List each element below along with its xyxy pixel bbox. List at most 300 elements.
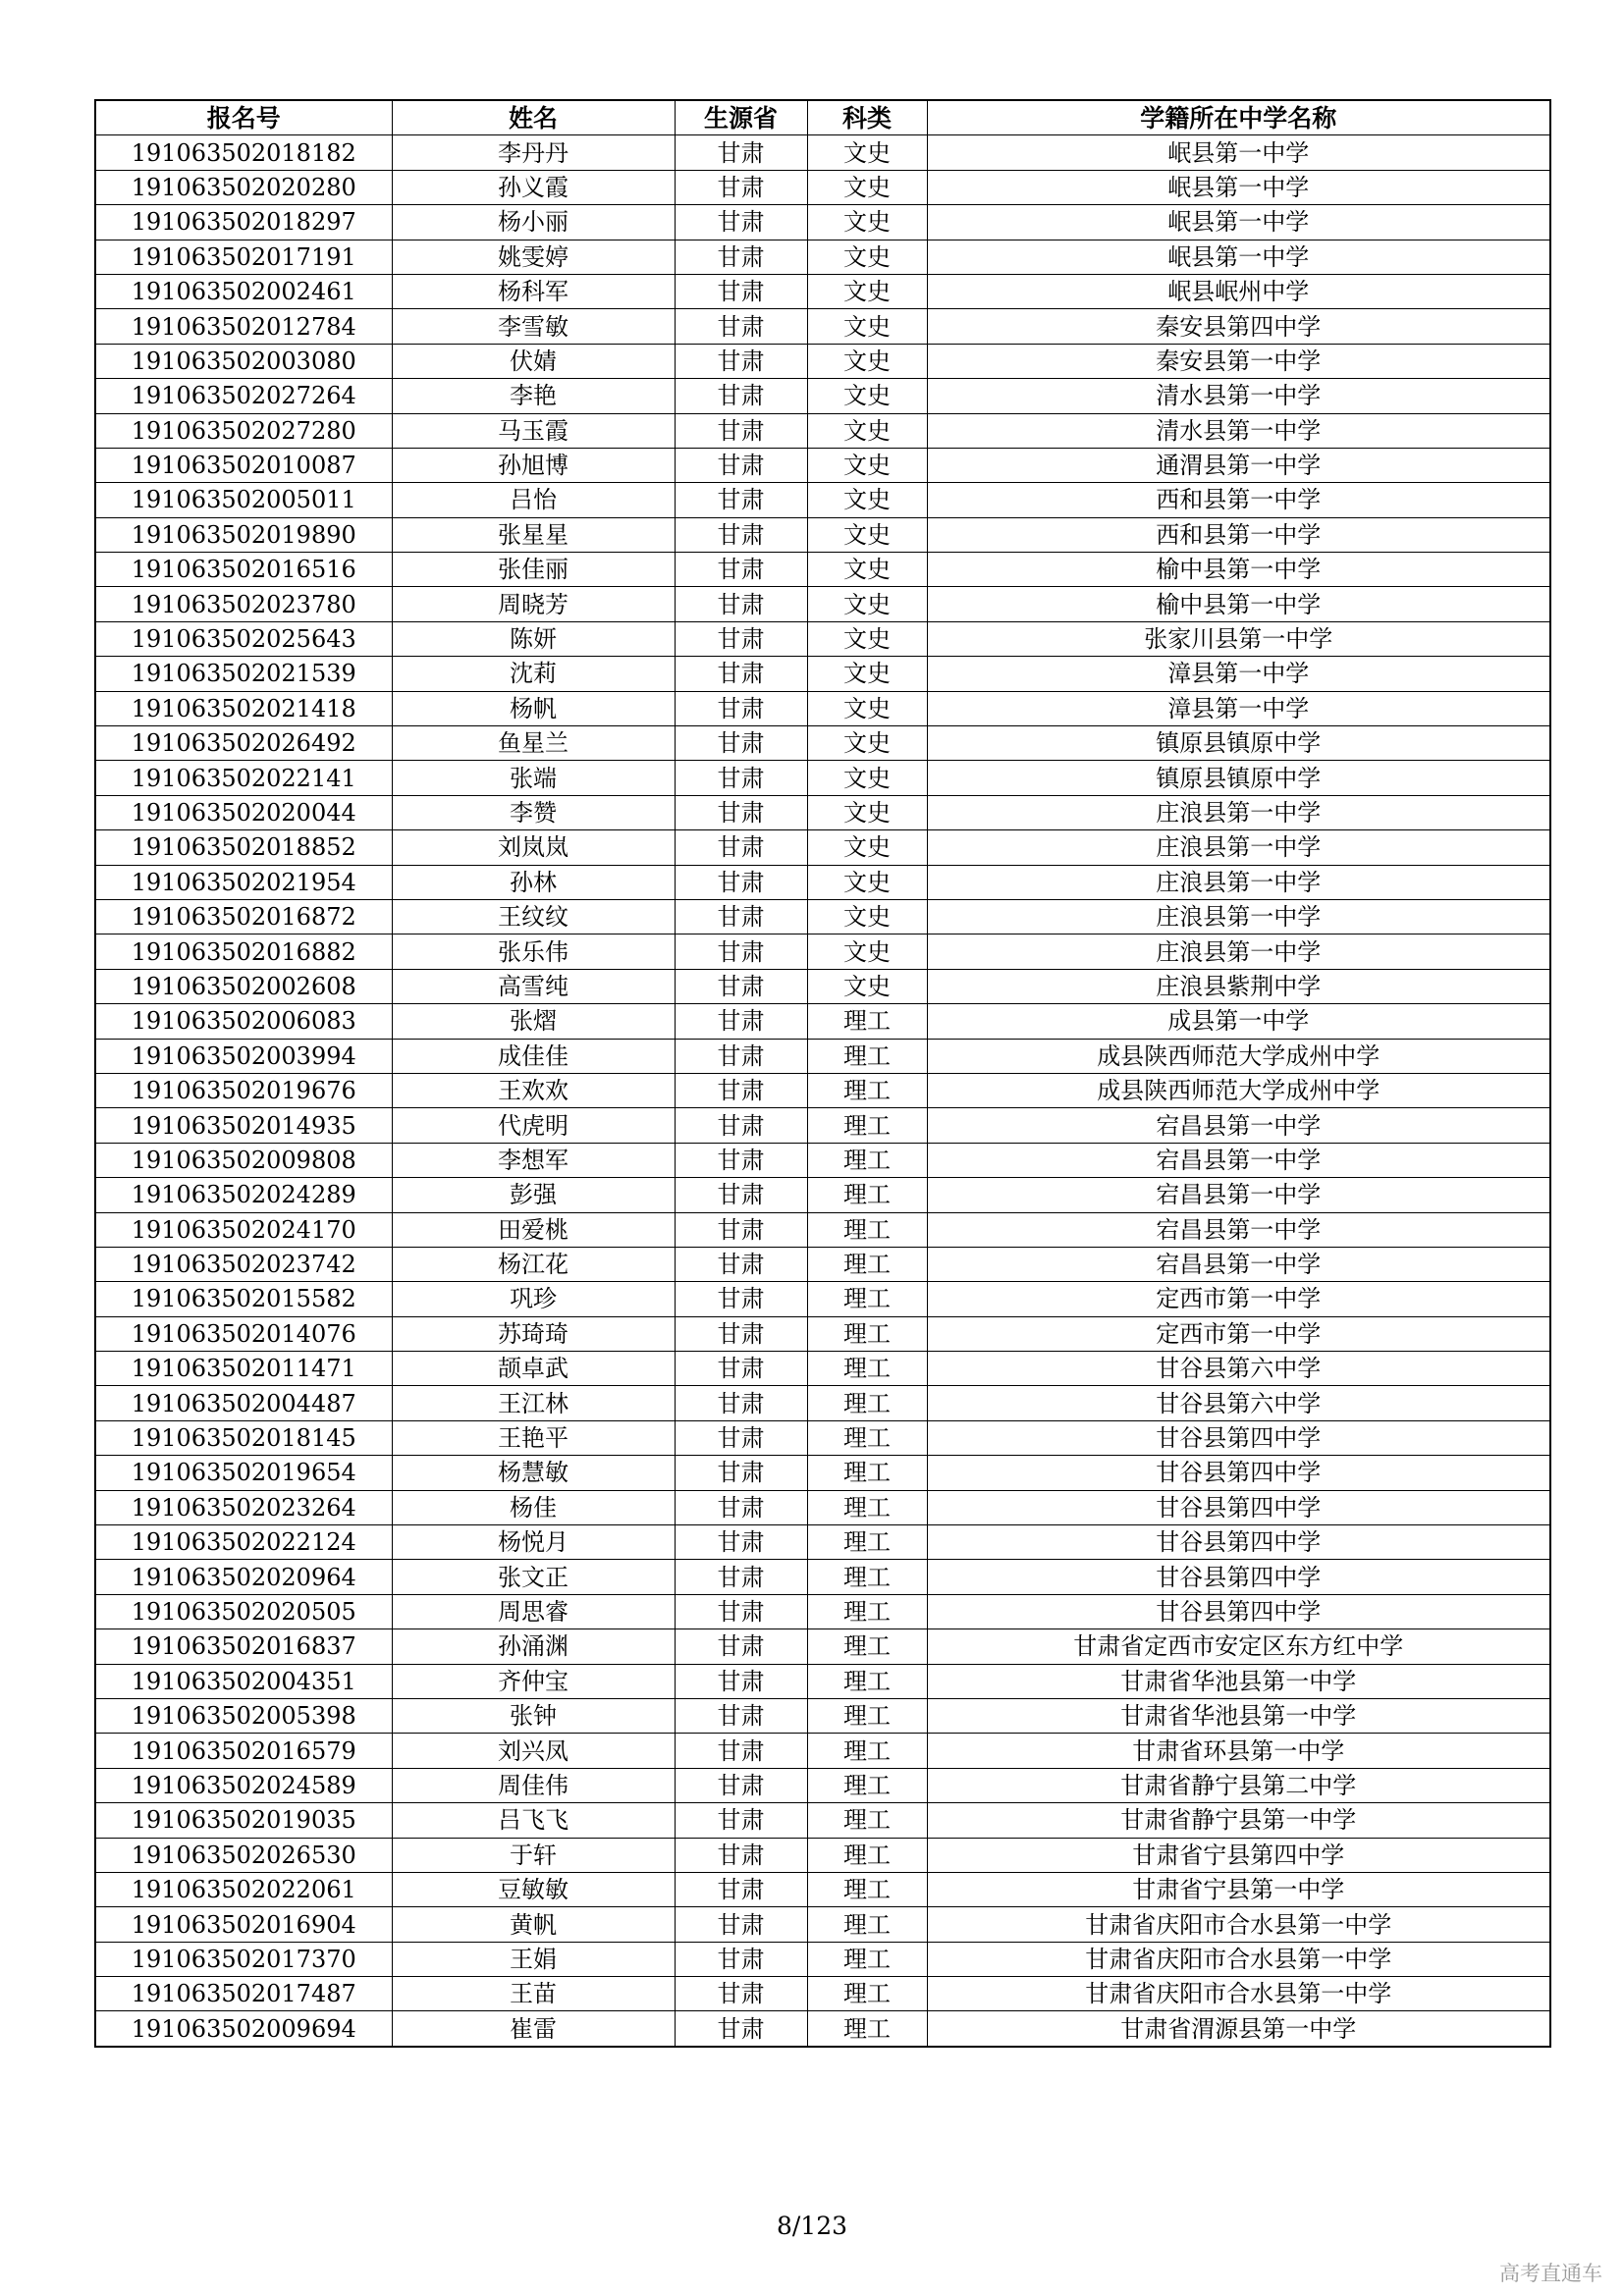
school-name-cell: 庄浪县第一中学 — [927, 899, 1550, 934]
table-row — [95, 1108, 1550, 1143]
name-cell: 杨江花 — [392, 1247, 675, 1281]
table-row — [95, 865, 1550, 899]
registration-number-cell: 191063502019654 — [95, 1456, 392, 1490]
name-cell: 刘岚岚 — [392, 830, 675, 865]
name-cell: 杨佳 — [392, 1490, 675, 1524]
subject-category-cell: 理工 — [807, 1698, 927, 1733]
province-cell: 甘肃 — [675, 517, 807, 552]
registration-number-cell: 191063502021954 — [95, 865, 392, 899]
name-cell: 姚雯婷 — [392, 240, 675, 274]
registration-number-cell: 191063502018145 — [95, 1420, 392, 1455]
table-row — [95, 344, 1550, 378]
name-cell: 周佳伟 — [392, 1768, 675, 1802]
name-cell: 马玉霞 — [392, 413, 675, 448]
province-cell: 甘肃 — [675, 1247, 807, 1281]
table-row — [95, 1838, 1550, 1872]
subject-category-cell: 文史 — [807, 448, 927, 482]
name-cell: 豆敏敏 — [392, 1872, 675, 1906]
name-cell: 张星星 — [392, 517, 675, 552]
subject-category-cell: 理工 — [807, 1629, 927, 1664]
registration-number-cell: 191063502019676 — [95, 1073, 392, 1107]
registration-number-cell: 191063502026492 — [95, 726, 392, 761]
watermark: 高考直通车 — [1499, 2262, 1602, 2285]
table-row — [95, 1525, 1550, 1560]
registration-number-cell: 191063502014935 — [95, 1108, 392, 1143]
table-row — [95, 691, 1550, 725]
school-name-cell: 甘谷县第四中学 — [927, 1420, 1550, 1455]
province-cell: 甘肃 — [675, 587, 807, 621]
registration-number-cell: 191063502016579 — [95, 1734, 392, 1768]
school-name-cell: 甘肃省定西市安定区东方红中学 — [927, 1629, 1550, 1664]
name-cell: 崔雷 — [392, 2011, 675, 2047]
table-row — [95, 1768, 1550, 1802]
subject-category-cell: 理工 — [807, 1108, 927, 1143]
registration-number-cell: 191063502019890 — [95, 517, 392, 552]
school-name-cell: 甘肃省华池县第一中学 — [927, 1664, 1550, 1698]
registration-number-cell: 191063502018182 — [95, 135, 392, 170]
school-name-cell: 庄浪县第一中学 — [927, 795, 1550, 829]
province-cell: 甘肃 — [675, 899, 807, 934]
subject-category-cell: 理工 — [807, 1352, 927, 1386]
school-name-cell: 岷县第一中学 — [927, 205, 1550, 240]
subject-category-cell: 理工 — [807, 1768, 927, 1802]
name-cell: 杨慧敏 — [392, 1456, 675, 1490]
school-name-cell: 漳县第一中学 — [927, 657, 1550, 691]
registration-number-cell: 191063502006083 — [95, 1004, 392, 1039]
school-name-cell: 镇原县镇原中学 — [927, 761, 1550, 795]
province-cell: 甘肃 — [675, 934, 807, 969]
registration-number-cell: 191063502005011 — [95, 483, 392, 517]
registration-number-cell: 191063502017370 — [95, 1942, 392, 1976]
province-cell: 甘肃 — [675, 726, 807, 761]
table-row — [95, 934, 1550, 969]
subject-category-cell: 理工 — [807, 1977, 927, 2011]
table-row — [95, 1942, 1550, 1976]
table-row — [95, 1560, 1550, 1594]
province-cell: 甘肃 — [675, 1942, 807, 1976]
registration-number-cell: 191063502012784 — [95, 309, 392, 344]
province-cell: 甘肃 — [675, 2011, 807, 2047]
school-name-cell: 宕昌县第一中学 — [927, 1108, 1550, 1143]
name-cell: 彭强 — [392, 1178, 675, 1212]
registration-number-cell: 191063502018852 — [95, 830, 392, 865]
table-row — [95, 1456, 1550, 1490]
table-row — [95, 274, 1550, 308]
school-name-cell: 岷县第一中学 — [927, 135, 1550, 170]
province-cell: 甘肃 — [675, 1352, 807, 1386]
name-cell: 王娟 — [392, 1942, 675, 1976]
name-cell: 王江林 — [392, 1386, 675, 1420]
name-cell: 沈莉 — [392, 657, 675, 691]
table-row — [95, 1004, 1550, 1039]
name-cell: 杨帆 — [392, 691, 675, 725]
registration-number-cell: 191063502020505 — [95, 1594, 392, 1629]
subject-category-cell: 文史 — [807, 726, 927, 761]
name-cell: 杨小丽 — [392, 205, 675, 240]
table-row — [95, 1143, 1550, 1177]
subject-category-cell: 文史 — [807, 413, 927, 448]
school-name-cell: 宕昌县第一中学 — [927, 1212, 1550, 1247]
name-cell: 张端 — [392, 761, 675, 795]
registration-number-cell: 191063502027264 — [95, 379, 392, 413]
registration-number-cell: 191063502024289 — [95, 1178, 392, 1212]
subject-category-cell: 理工 — [807, 1594, 927, 1629]
name-cell: 孙义霞 — [392, 170, 675, 204]
registration-number-cell: 191063502025643 — [95, 621, 392, 656]
school-name-cell: 清水县第一中学 — [927, 379, 1550, 413]
school-name-cell: 成县陕西师范大学成州中学 — [927, 1039, 1550, 1073]
subject-category-cell: 文史 — [807, 969, 927, 1003]
name-cell: 张乐伟 — [392, 934, 675, 969]
name-cell: 李雪敏 — [392, 309, 675, 344]
school-name-cell: 甘肃省宁县第四中学 — [927, 1838, 1550, 1872]
table-row — [95, 1352, 1550, 1386]
subject-category-cell: 文史 — [807, 795, 927, 829]
subject-category-cell: 文史 — [807, 587, 927, 621]
school-name-cell: 甘谷县第四中学 — [927, 1560, 1550, 1594]
name-cell: 于轩 — [392, 1838, 675, 1872]
province-cell: 甘肃 — [675, 1594, 807, 1629]
registration-number-cell: 191063502011471 — [95, 1352, 392, 1386]
province-cell: 甘肃 — [675, 1560, 807, 1594]
table-row — [95, 1977, 1550, 2011]
name-cell: 李赞 — [392, 795, 675, 829]
province-cell: 甘肃 — [675, 1698, 807, 1733]
school-name-cell: 甘肃省庆阳市合水县第一中学 — [927, 1942, 1550, 1976]
province-cell: 甘肃 — [675, 1664, 807, 1698]
table-row — [95, 621, 1550, 656]
school-name-cell: 秦安县第四中学 — [927, 309, 1550, 344]
name-cell: 刘兴凤 — [392, 1734, 675, 1768]
school-name-cell: 甘肃省庆阳市合水县第一中学 — [927, 1907, 1550, 1942]
province-cell: 甘肃 — [675, 170, 807, 204]
subject-category-cell: 理工 — [807, 1560, 927, 1594]
table-row — [95, 1490, 1550, 1524]
table-row — [95, 1039, 1550, 1073]
registration-number-cell: 191063502016872 — [95, 899, 392, 934]
school-name-cell: 甘谷县第四中学 — [927, 1490, 1550, 1524]
name-cell: 张钟 — [392, 1698, 675, 1733]
table-row — [95, 1594, 1550, 1629]
name-cell: 周晓芳 — [392, 587, 675, 621]
name-cell: 代虎明 — [392, 1108, 675, 1143]
page-number: 8/123 — [776, 2212, 848, 2240]
registration-number-cell: 191063502016516 — [95, 553, 392, 587]
registration-number-cell: 191063502002608 — [95, 969, 392, 1003]
subject-category-cell: 理工 — [807, 1039, 927, 1073]
table-row — [95, 413, 1550, 448]
subject-category-cell: 文史 — [807, 135, 927, 170]
subject-category-cell: 文史 — [807, 240, 927, 274]
province-cell: 甘肃 — [675, 1282, 807, 1316]
name-cell: 巩珍 — [392, 1282, 675, 1316]
school-name-cell: 庄浪县第一中学 — [927, 934, 1550, 969]
subject-category-cell: 理工 — [807, 1734, 927, 1768]
table-row — [95, 135, 1550, 170]
subject-category-cell: 理工 — [807, 1490, 927, 1524]
school-name-cell: 甘肃省静宁县第二中学 — [927, 1768, 1550, 1802]
name-cell: 张熠 — [392, 1004, 675, 1039]
table-row — [95, 1872, 1550, 1906]
province-cell: 甘肃 — [675, 1143, 807, 1177]
header-subject-category: 科类 — [807, 100, 927, 135]
registration-number-cell: 191063502026530 — [95, 1838, 392, 1872]
registration-number-cell: 191063502022124 — [95, 1525, 392, 1560]
province-cell: 甘肃 — [675, 379, 807, 413]
name-cell: 李想军 — [392, 1143, 675, 1177]
subject-category-cell: 文史 — [807, 274, 927, 308]
name-cell: 李丹丹 — [392, 135, 675, 170]
registration-number-cell: 191063502020964 — [95, 1560, 392, 1594]
subject-category-cell: 理工 — [807, 1247, 927, 1281]
name-cell: 成佳佳 — [392, 1039, 675, 1073]
subject-category-cell: 文史 — [807, 344, 927, 378]
subject-category-cell: 文史 — [807, 309, 927, 344]
name-cell: 张佳丽 — [392, 553, 675, 587]
table-row — [95, 2011, 1550, 2047]
name-cell: 杨科军 — [392, 274, 675, 308]
registration-number-cell: 191063502016882 — [95, 934, 392, 969]
school-name-cell: 通渭县第一中学 — [927, 448, 1550, 482]
subject-category-cell: 文史 — [807, 483, 927, 517]
subject-category-cell: 文史 — [807, 830, 927, 865]
registration-number-cell: 191063502021418 — [95, 691, 392, 725]
province-cell: 甘肃 — [675, 1629, 807, 1664]
subject-category-cell: 理工 — [807, 1178, 927, 1212]
province-cell: 甘肃 — [675, 1490, 807, 1524]
registration-number-cell: 191063502010087 — [95, 448, 392, 482]
table-row — [95, 1698, 1550, 1733]
registration-number-cell: 191063502019035 — [95, 1803, 392, 1838]
school-name-cell: 庄浪县第一中学 — [927, 830, 1550, 865]
registration-number-cell: 191063502004487 — [95, 1386, 392, 1420]
name-cell: 孙旭博 — [392, 448, 675, 482]
subject-category-cell: 文史 — [807, 621, 927, 656]
header-school-name: 学籍所在中学名称 — [927, 100, 1550, 135]
subject-category-cell: 文史 — [807, 379, 927, 413]
name-cell: 王苗 — [392, 1977, 675, 2011]
subject-category-cell: 文史 — [807, 691, 927, 725]
registration-number-cell: 191063502014076 — [95, 1316, 392, 1351]
subject-category-cell: 理工 — [807, 2011, 927, 2047]
subject-category-cell: 文史 — [807, 865, 927, 899]
name-cell: 周思睿 — [392, 1594, 675, 1629]
name-cell: 齐仲宝 — [392, 1664, 675, 1698]
school-name-cell: 宕昌县第一中学 — [927, 1143, 1550, 1177]
province-cell: 甘肃 — [675, 621, 807, 656]
header-registration-number: 报名号 — [95, 100, 392, 135]
school-name-cell: 宕昌县第一中学 — [927, 1178, 1550, 1212]
school-name-cell: 甘肃省庆阳市合水县第一中学 — [927, 1977, 1550, 2011]
school-name-cell: 庄浪县第一中学 — [927, 865, 1550, 899]
subject-category-cell: 理工 — [807, 1907, 927, 1942]
subject-category-cell: 文史 — [807, 170, 927, 204]
table-row — [95, 1629, 1550, 1664]
name-cell: 高雪纯 — [392, 969, 675, 1003]
name-cell: 伏婧 — [392, 344, 675, 378]
province-cell: 甘肃 — [675, 1004, 807, 1039]
table-row — [95, 795, 1550, 829]
table-row — [95, 1247, 1550, 1281]
school-name-cell: 秦安县第一中学 — [927, 344, 1550, 378]
registration-number-cell: 191063502021539 — [95, 657, 392, 691]
name-cell: 颉卓武 — [392, 1352, 675, 1386]
registration-number-cell: 191063502024589 — [95, 1768, 392, 1802]
table-row — [95, 899, 1550, 934]
school-name-cell: 庄浪县紫荆中学 — [927, 969, 1550, 1003]
school-name-cell: 定西市第一中学 — [927, 1282, 1550, 1316]
school-name-cell: 甘肃省宁县第一中学 — [927, 1872, 1550, 1906]
school-name-cell: 甘谷县第六中学 — [927, 1352, 1550, 1386]
name-cell: 鱼星兰 — [392, 726, 675, 761]
table-row — [95, 1386, 1550, 1420]
province-cell: 甘肃 — [675, 1977, 807, 2011]
province-cell: 甘肃 — [675, 240, 807, 274]
header-name: 姓名 — [392, 100, 675, 135]
province-cell: 甘肃 — [675, 1907, 807, 1942]
name-cell: 王艳平 — [392, 1420, 675, 1455]
table-row — [95, 240, 1550, 274]
province-cell: 甘肃 — [675, 205, 807, 240]
province-cell: 甘肃 — [675, 865, 807, 899]
registration-number-cell: 191063502023264 — [95, 1490, 392, 1524]
province-cell: 甘肃 — [675, 413, 807, 448]
subject-category-cell: 理工 — [807, 1942, 927, 1976]
province-cell: 甘肃 — [675, 135, 807, 170]
province-cell: 甘肃 — [675, 1525, 807, 1560]
table-row — [95, 1178, 1550, 1212]
table-row — [95, 969, 1550, 1003]
table-row — [95, 830, 1550, 865]
registration-number-cell: 191063502027280 — [95, 413, 392, 448]
subject-category-cell: 文史 — [807, 761, 927, 795]
school-name-cell: 岷县第一中学 — [927, 240, 1550, 274]
subject-category-cell: 文史 — [807, 934, 927, 969]
registration-number-cell: 191063502009808 — [95, 1143, 392, 1177]
subject-category-cell: 理工 — [807, 1386, 927, 1420]
subject-category-cell: 理工 — [807, 1073, 927, 1107]
province-cell: 甘肃 — [675, 553, 807, 587]
table-row — [95, 1316, 1550, 1351]
registration-number-cell: 191063502023742 — [95, 1247, 392, 1281]
registration-number-cell: 191063502002461 — [95, 274, 392, 308]
province-cell: 甘肃 — [675, 1073, 807, 1107]
table-row — [95, 726, 1550, 761]
registration-number-cell: 191063502017191 — [95, 240, 392, 274]
school-name-cell: 张家川县第一中学 — [927, 621, 1550, 656]
table-row — [95, 587, 1550, 621]
name-cell: 苏琦琦 — [392, 1316, 675, 1351]
name-cell: 陈妍 — [392, 621, 675, 656]
school-name-cell: 榆中县第一中学 — [927, 553, 1550, 587]
table-row — [95, 1907, 1550, 1942]
province-cell: 甘肃 — [675, 483, 807, 517]
province-cell: 甘肃 — [675, 795, 807, 829]
province-cell: 甘肃 — [675, 1803, 807, 1838]
name-cell: 孙涌渊 — [392, 1629, 675, 1664]
subject-category-cell: 理工 — [807, 1282, 927, 1316]
school-name-cell: 成县第一中学 — [927, 1004, 1550, 1039]
subject-category-cell: 文史 — [807, 899, 927, 934]
table-row — [95, 553, 1550, 587]
registration-number-cell: 191063502020044 — [95, 795, 392, 829]
province-cell: 甘肃 — [675, 1212, 807, 1247]
table-body — [95, 135, 1550, 2047]
registration-number-cell: 191063502016904 — [95, 1907, 392, 1942]
table-row — [95, 309, 1550, 344]
school-name-cell: 西和县第一中学 — [927, 483, 1550, 517]
province-cell: 甘肃 — [675, 1872, 807, 1906]
province-cell: 甘肃 — [675, 1456, 807, 1490]
school-name-cell: 西和县第一中学 — [927, 517, 1550, 552]
province-cell: 甘肃 — [675, 448, 807, 482]
table-row — [95, 483, 1550, 517]
table-row — [95, 205, 1550, 240]
registration-number-cell: 191063502004351 — [95, 1664, 392, 1698]
school-name-cell: 甘谷县第四中学 — [927, 1594, 1550, 1629]
registration-number-cell: 191063502003080 — [95, 344, 392, 378]
province-cell: 甘肃 — [675, 1039, 807, 1073]
name-cell: 孙林 — [392, 865, 675, 899]
school-name-cell: 定西市第一中学 — [927, 1316, 1550, 1351]
subject-category-cell: 理工 — [807, 1420, 927, 1455]
table-row — [95, 1420, 1550, 1455]
subject-category-cell: 理工 — [807, 1456, 927, 1490]
province-cell: 甘肃 — [675, 1838, 807, 1872]
province-cell: 甘肃 — [675, 1386, 807, 1420]
subject-category-cell: 文史 — [807, 553, 927, 587]
name-cell: 黄帆 — [392, 1907, 675, 1942]
province-cell: 甘肃 — [675, 691, 807, 725]
school-name-cell: 甘肃省静宁县第一中学 — [927, 1803, 1550, 1838]
registration-number-cell: 191063502016837 — [95, 1629, 392, 1664]
name-cell: 王欢欢 — [392, 1073, 675, 1107]
registration-number-cell: 191063502003994 — [95, 1039, 392, 1073]
subject-category-cell: 理工 — [807, 1004, 927, 1039]
school-name-cell: 甘谷县第六中学 — [927, 1386, 1550, 1420]
subject-category-cell: 理工 — [807, 1143, 927, 1177]
name-cell: 王纹纹 — [392, 899, 675, 934]
subject-category-cell: 理工 — [807, 1525, 927, 1560]
table-row — [95, 517, 1550, 552]
name-cell: 田爱桃 — [392, 1212, 675, 1247]
registration-number-cell: 191063502017487 — [95, 1977, 392, 2011]
subject-category-cell: 理工 — [807, 1803, 927, 1838]
subject-category-cell: 文史 — [807, 657, 927, 691]
school-name-cell: 成县陕西师范大学成州中学 — [927, 1073, 1550, 1107]
registration-number-cell: 191063502022141 — [95, 761, 392, 795]
province-cell: 甘肃 — [675, 1420, 807, 1455]
school-name-cell: 甘肃省华池县第一中学 — [927, 1698, 1550, 1733]
table-row — [95, 761, 1550, 795]
table-row — [95, 1212, 1550, 1247]
registration-number-cell: 191063502009694 — [95, 2011, 392, 2047]
province-cell: 甘肃 — [675, 761, 807, 795]
province-cell: 甘肃 — [675, 1178, 807, 1212]
school-name-cell: 清水县第一中学 — [927, 413, 1550, 448]
header-province: 生源省 — [675, 100, 807, 135]
province-cell: 甘肃 — [675, 1108, 807, 1143]
subject-category-cell: 理工 — [807, 1316, 927, 1351]
province-cell: 甘肃 — [675, 657, 807, 691]
table-row — [95, 1803, 1550, 1838]
admission-table — [94, 99, 1551, 2048]
table-row — [95, 1734, 1550, 1768]
school-name-cell: 甘谷县第四中学 — [927, 1456, 1550, 1490]
name-cell: 吕飞飞 — [392, 1803, 675, 1838]
school-name-cell: 镇原县镇原中学 — [927, 726, 1550, 761]
table-row — [95, 448, 1550, 482]
